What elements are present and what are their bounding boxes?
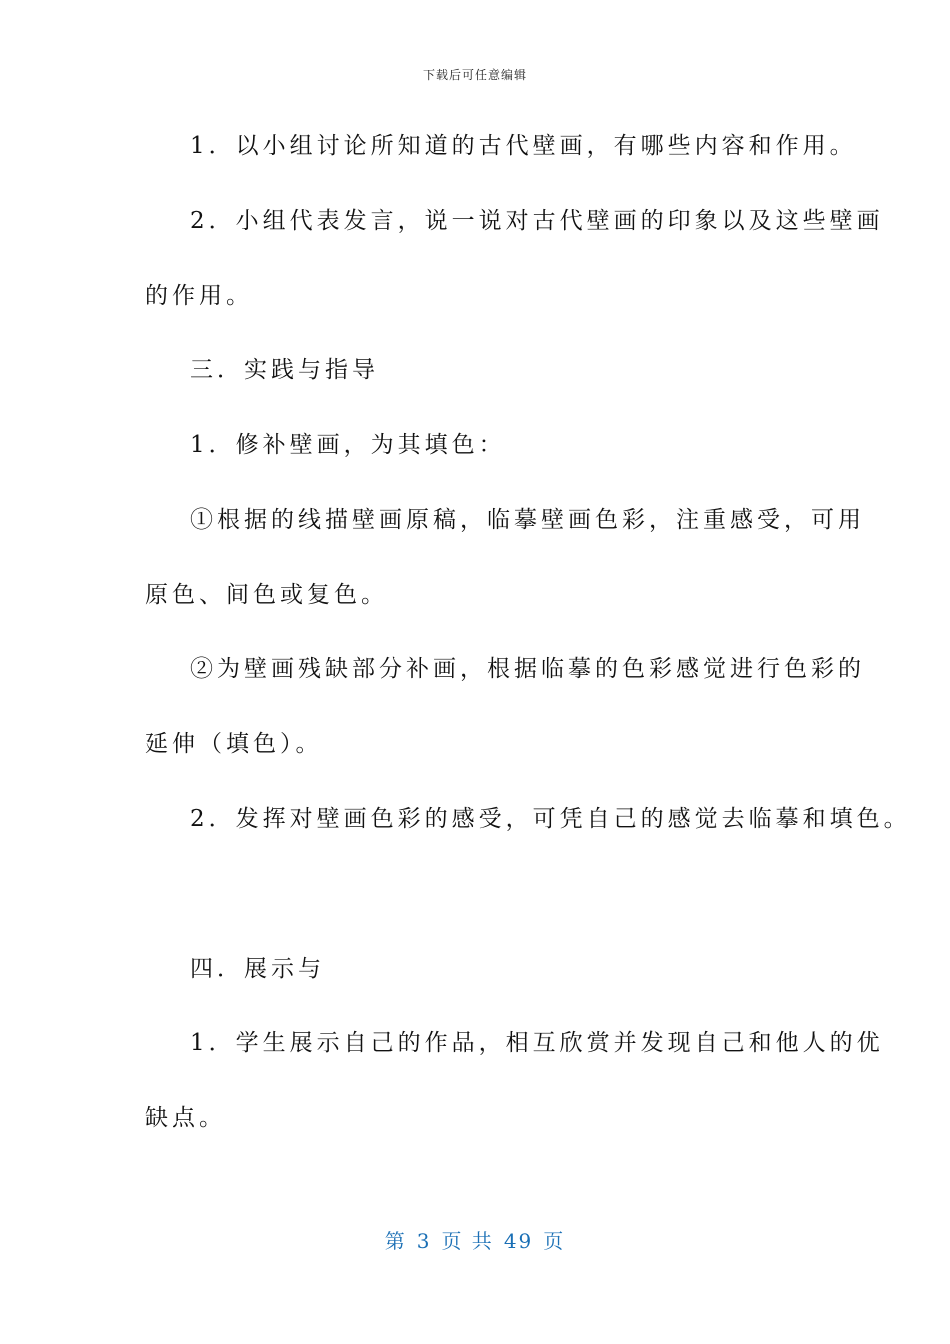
paragraph-line: 2．小组代表发言，说一说对古代壁画的印象以及这些壁画 <box>190 208 884 234</box>
paragraph-line: 1．学生展示自己的作品，相互欣赏并发现自己和他人的优 <box>190 1030 884 1056</box>
footer-suffix: 页 <box>543 1229 566 1253</box>
footer-total-pages: 49 <box>503 1229 534 1253</box>
footer-mid: 页 共 <box>441 1229 494 1253</box>
footer-prefix: 第 <box>384 1229 407 1253</box>
page-footer <box>0 1225 950 1254</box>
paragraph-line: 1．修补壁画，为其填色： <box>190 432 506 458</box>
paragraph-line: 延伸（填色）。 <box>145 731 323 757</box>
paragraph-line: ②为壁画残缺部分补画，根据临摹的色彩感觉进行色彩的 <box>190 656 865 682</box>
paragraph-line: 的作用。 <box>145 283 253 309</box>
paragraph-line: 2．发挥对壁画色彩的感受，可凭自己的感觉去临摹和填色。 <box>190 806 911 832</box>
header-note: 下载后可任意编辑 <box>422 68 527 82</box>
paragraph-line: 原色、间色或复色。 <box>145 582 388 608</box>
paragraph-line: 缺点。 <box>145 1105 226 1131</box>
footer-page-number: 3 <box>416 1229 432 1253</box>
paragraph-line: ①根据的线描壁画原稿，临摹壁画色彩，注重感受，可用 <box>190 507 865 533</box>
section-heading: 三．实践与指导 <box>190 357 379 383</box>
paragraph-line: 1．以小组讨论所知道的古代壁画，有哪些内容和作用。 <box>190 133 857 159</box>
section-heading: 四．展示与 <box>190 956 325 982</box>
